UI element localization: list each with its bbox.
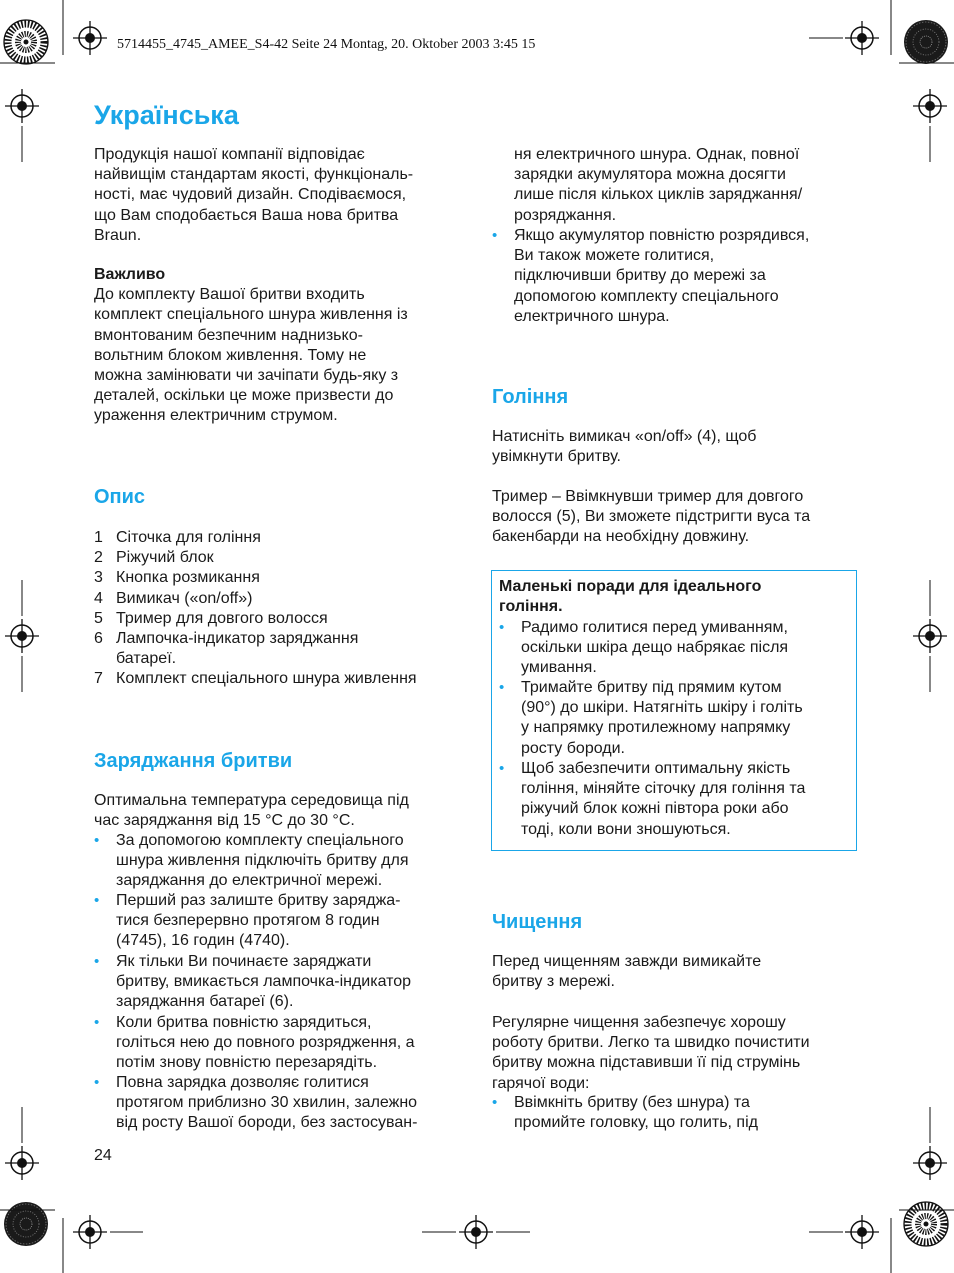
important-section: Важливо До комплекту Вашої бритви входить комплект спеціального шнура живлення із вмонтованим безпечним наднизько- вольтним блоком живлення. Тому не можна замінювати чи зачіпати будь-яку з деталей, оскільки це може призвести до ураження електричним струмом.	[94, 266, 408, 425]
bullet-icon: •	[492, 1094, 498, 1111]
trimmer-para: Тример – Ввімкнувши тример для довгого волосся (5), Ви зможете підстригти вуса та бакенбарди на необхідну довжину.	[492, 488, 811, 546]
bullet-icon: •	[94, 892, 100, 909]
bullet-icon: •	[499, 760, 505, 777]
intro-paragraph: Продукція нашої компанії відповідає найвищім стандартам якості, функціональ- ності, має чудовий дизайн. Сподіваємося, що Вам сподобається Ваша нова бритва Braun.	[94, 146, 414, 244]
list-item: 2 Ріжучий блок	[94, 549, 214, 567]
registration-mark-icon	[845, 1215, 879, 1249]
bullet-icon: •	[499, 619, 505, 636]
registration-mark-icon	[913, 619, 947, 653]
parts-list: 1 Сіточка для гоління 2 Ріжучий блок 3 Кнопка розмикання 4 Вимикач («on/off») 5 Тример для довгого волосся 6 Лампочка-індикатор заряджання батареї. 7 Комплект спеціального шнура живлення	[94, 528, 417, 690]
bullet-icon: •	[499, 679, 505, 696]
print-slug: 5714455_4745_AMEE_S4-42 Seite 24 Montag, 20. Oktober 2003 3:45 15	[117, 37, 536, 52]
list-item: 5 Тример для довгого волосся	[94, 609, 328, 627]
page-title: Українська	[94, 100, 239, 130]
registration-mark-icon	[5, 619, 39, 653]
charging-intro: Оптимальна температура середовища під час заряджання від 15 °C до 30 °C.	[94, 792, 409, 830]
bullet-icon: •	[94, 832, 100, 849]
list-item: 4 Вимикач («on/off»)	[94, 589, 253, 607]
shaving-para: Натисніть вимикач «on/off» (4), щоб увімкнути бритву.	[492, 428, 757, 466]
star-target-icon	[4, 1202, 48, 1246]
star-target-icon	[904, 1202, 948, 1246]
bullet-icon: •	[492, 227, 498, 244]
important-heading: Важливо	[94, 266, 166, 283]
bullet-icon: •	[94, 1014, 100, 1031]
shaving-heading: Гоління	[492, 386, 569, 408]
description-heading: Опис	[94, 486, 146, 508]
star-target-icon	[904, 20, 948, 64]
registration-mark-icon	[913, 89, 947, 123]
charging-continuation: ня електричного шнура. Однак, повної зарядки акумулятора можна досягти лише після кількох циклів заряджання/ розряджання.	[514, 146, 803, 224]
registration-mark-icon	[913, 1146, 947, 1180]
star-target-icon	[4, 20, 48, 64]
registration-mark-icon	[5, 1146, 39, 1180]
cleaning-para: Регулярне чищення забезпечує хорошу роботу бритви. Легко та швидко почистити бритву можна підставивши її під струмінь гарячої води:	[492, 1014, 810, 1092]
tips-heading: Маленькі поради для ідеального гоління.	[499, 578, 762, 616]
bullet-icon: •	[94, 1074, 100, 1091]
list-item: 6 Лампочка-індикатор заряджання	[94, 630, 359, 648]
registration-mark-icon	[73, 1215, 107, 1249]
registration-mark-icon	[459, 1215, 493, 1249]
registration-mark-icon	[73, 21, 107, 55]
bullet-icon: •	[94, 953, 100, 970]
cleaning-para: Перед чищенням завжди вимикайте бритву з мережі.	[492, 953, 762, 991]
registration-mark-icon	[5, 89, 39, 123]
registration-mark-icon	[845, 21, 879, 55]
charging-heading: Заряджання бритви	[94, 750, 293, 772]
list-item: 3 Кнопка розмикання	[94, 569, 260, 587]
cleaning-heading: Чищення	[492, 911, 583, 933]
page-number: 24	[94, 1147, 112, 1164]
list-item: 1 Сіточка для гоління	[94, 529, 261, 546]
list-item: 7 Комплект спеціального шнура живлення	[94, 670, 417, 688]
